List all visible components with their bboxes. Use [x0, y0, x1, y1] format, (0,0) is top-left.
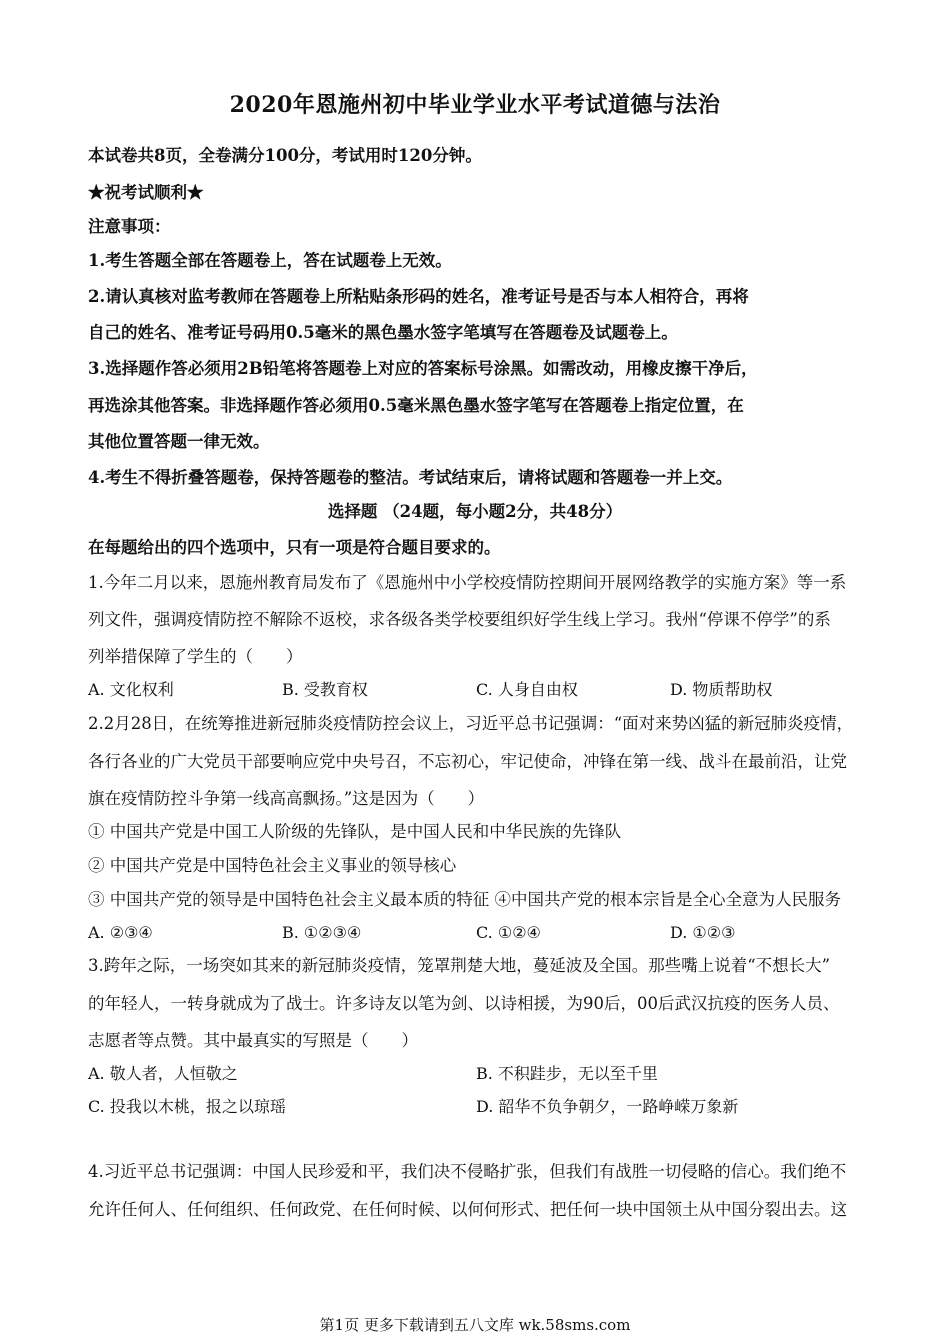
page-title: 2020年恩施州初中毕业学业水平考试道德与法治 — [229, 92, 721, 118]
question-1-line: 列举措保障了学生的（ ） — [88, 647, 303, 666]
q1-option-d: D. 物质帮助权 — [670, 680, 773, 699]
q2-statement: ② 中国共产党是中国特色社会主义事业的领导核心 — [88, 856, 457, 875]
question-2-line: 各行各业的广大党员干部要响应党中央号召，不忘初心，牢记使命，冲锋在第一线、战斗在最前沿，让党 — [88, 752, 847, 771]
page-footer: 第1页 更多下载请到五八文库 wk.58sms.com — [319, 1316, 631, 1334]
question-1-line: 列文件，强调疫情防控不解除不返校，求各级各类学校要组织好学生线上学习。我州“停课不停学”的系 — [88, 610, 831, 629]
notice-item: 再选涂其他答案。非选择题作答必须用0.5毫米黑色墨水签字笔写在答题卷上指定位置，在 — [88, 396, 744, 415]
notice-item: 其他位置答题一律无效。 — [88, 432, 270, 451]
wish-line: ★祝考试顺利★ — [88, 183, 204, 202]
q1-option-c: C. 人身自由权 — [476, 680, 578, 699]
q1-option-b: B. 受教育权 — [282, 680, 368, 699]
question-3-line: 3.跨年之际，一场突如其来的新冠肺炎疫情，笼罩荆楚大地，蔓延波及全国。那些嘴上说着“不想长大” — [88, 956, 831, 975]
q2-option-b: B. ①②③④ — [282, 923, 362, 942]
section-instruction: 在每题给出的四个选项中，只有一项是符合题目要求的。 — [88, 538, 501, 557]
notice-item: 自己的姓名、准考证号码用0.5毫米的黑色墨水签字笔填写在答题卷及试题卷上。 — [88, 323, 678, 342]
q2-statement: ③ 中国共产党的领导是中国特色社会主义最本质的特征 ④中国共产党的根本宗旨是全心全意为人民服务 — [88, 890, 841, 909]
exam-meta: 本试卷共8页，全卷满分100分，考试用时120分钟。 — [88, 146, 482, 165]
question-4-line: 4.习近平总书记强调：中国人民珍爱和平，我们决不侵略扩张，但我们有战胜一切侵略的信心。我们绝不 — [88, 1162, 847, 1181]
question-2-line: 旗在疫情防控斗争第一线高高飘扬。”这是因为（ ） — [88, 789, 485, 808]
question-3-line: 志愿者等点赞。其中最真实的写照是（ ） — [88, 1031, 418, 1050]
question-1-line: 1.今年二月以来，恩施州教育局发布了《恩施州中小学校疫情防控期间开展网络教学的实施方案》等一系 — [88, 573, 847, 592]
notice-item: 2.请认真核对监考教师在答题卷上所粘贴条形码的姓名，准考证号是否与本人相符合，再将 — [88, 287, 749, 306]
notice-item: 1.考生答题全部在答题卷上，答在试题卷上无效。 — [88, 251, 452, 270]
q2-option-d: D. ①②③ — [670, 923, 736, 942]
notice-item: 3.选择题作答必须用2B铅笔将答题卷上对应的答案标号涂黑。如需改动，用橡皮擦干净后， — [88, 359, 758, 378]
q2-statement: ① 中国共产党是中国工人阶级的先锋队，是中国人民和中华民族的先锋队 — [88, 822, 622, 841]
q3-option-c: C. 投我以木桃，报之以琼瑶 — [88, 1097, 286, 1116]
q2-option-a: A. ②③④ — [88, 923, 153, 942]
q1-option-a: A. 文化权利 — [88, 680, 174, 699]
q3-option-a: A. 敬人者，人恒敬之 — [88, 1064, 238, 1083]
q2-option-c: C. ①②④ — [476, 923, 541, 942]
q3-option-d: D. 韶华不负争朝夕，一路峥嵘万象新 — [476, 1097, 739, 1116]
question-3-line: 的年轻人，一转身就成为了战士。许多诗友以笔为剑、以诗相援，为90后，00后武汉抗疫的医务人员、 — [88, 994, 840, 1013]
notice-heading: 注意事项： — [88, 217, 171, 236]
q3-option-b: B. 不积跬步，无以至千里 — [476, 1064, 658, 1083]
notice-item: 4.考生不得折叠答题卷，保持答题卷的整洁。考试结束后，请将试题和答题卷一并上交。 — [88, 468, 733, 487]
question-2-line: 2.2月28日，在统筹推进新冠肺炎疫情防控会议上，习近平总书记强调：“面对来势凶猛的新冠肺炎疫情， — [88, 714, 854, 733]
section-heading: 选择题 （24题，每小题2分，共48分） — [327, 502, 623, 521]
question-4-line: 允许任何人、任何组织、任何政党、在任何时候、以何何形式、把任何一块中国领土从中国分裂出去。这 — [88, 1200, 847, 1219]
